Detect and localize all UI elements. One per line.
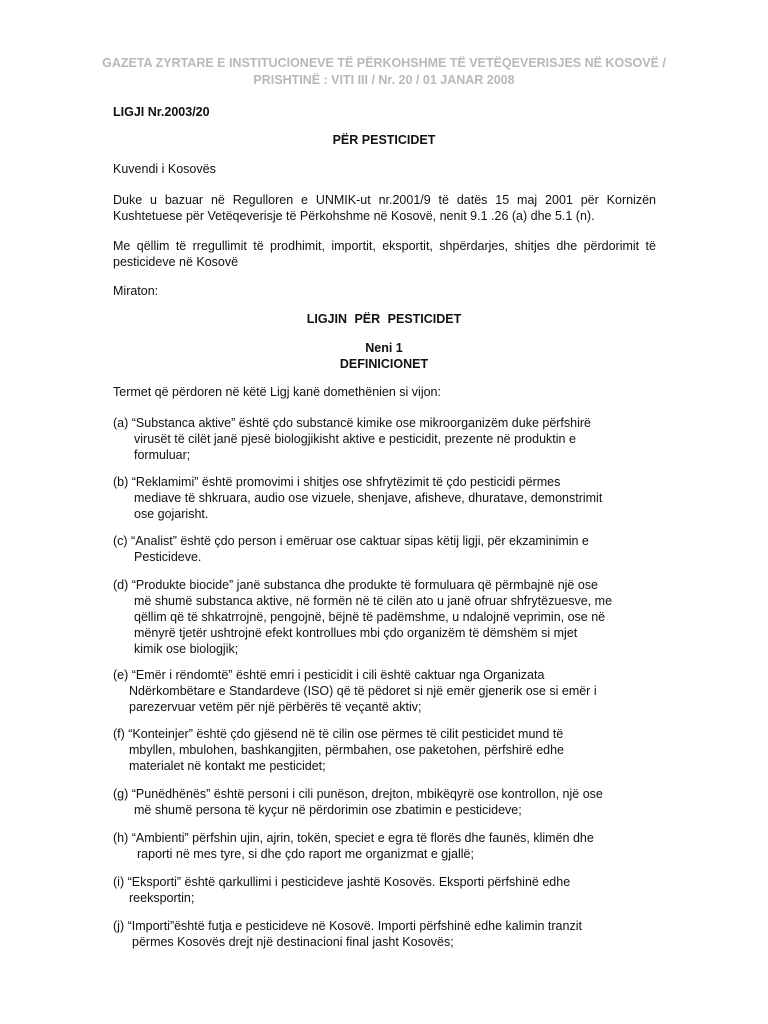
gazette-header-line-2: PRISHTINË : VITI III / Nr. 20 / 01 JANAR 2008 [253, 73, 515, 87]
preamble-1-line-1: Duke u bazuar në Regulloren e UNMIK-ut nr.2001/9 të datës 15 maj 2001 për Kornizën [113, 193, 656, 207]
gazette-header [0, 55, 768, 89]
definition-item: (b) “Reklamimi” është promovimi i shitjes ose shfrytëzimit të çdo pesticidi përmes mediave të shkruara, audio ose vizuele, shenjave, afisheve, dhuratave, demonstrimit ose gojarisht. [113, 475, 603, 521]
adopts-label: Miraton: [113, 284, 159, 298]
section-title: LIGJIN PËR PESTICIDET [306, 312, 462, 326]
gazette-header-line-1: GAZETA ZYRTARE E INSTITUCIONEVE TË PËRKOHSHME TË VETËQEVERISJES NË KOSOVË / [102, 56, 666, 70]
definition-item: (h) “Ambienti” përfshin ujin, ajrin, tokën, speciet e egra të florës dhe faunës, klimën dhe raporti në mes tyre, si dhe çdo raport me organizmat e gjallë; [113, 831, 594, 861]
law-title: PËR PESTICIDET [332, 133, 436, 147]
definition-item: (a) “Substanca aktive” është çdo substancë kimike ose mikroorganizëm duke përfshirë virusët të cilët janë pjesë biologjikisht aktive e pesticidit, prezente në produktin e formuluar; [113, 416, 591, 462]
article-title: DEFINICIONET [339, 357, 429, 371]
definition-item: (i) “Eksporti” është qarkullimi i pesticideve jashtë Kosovës. Eksporti përfshinë edhe reeksportin; [113, 875, 571, 905]
definition-item: (d) “Produkte biocide” janë substanca dhe produkte të formuluara që përmbajnë një ose më shumë substanca aktive, në formën në të cilën ato u janë ofruar shfrytëzuesve, me qëllim që të shkatrrojnë, pengojnë, bëjnë të padëmshme, u ndalojnë veprimin, ose në mënyrë tjetër ushtrojnë efekt kontrollues mbi çdo organizëm të dëmshëm si mjet kimik ose biologjik; [113, 578, 613, 656]
definition-item: (e) “Emër i rëndomtë” është emri i pesticidit i cili është caktuar nga Organizata Ndërkombëtare e Standardeve (ISO) që të pëdoret si një emër gjenerik ose si emër i parezervuar vetëm për një përbërës të veçantë aktiv; [113, 668, 597, 714]
assembly-name: Kuvendi i Kosovës [113, 162, 216, 176]
definition-item: (g) “Punëdhënës” është personi i cili punëson, drejton, mbikëqyrë ose kontrollon, një ose më shumë persona të kyçur në përdorimin ose zbatimin e pesticideve; [113, 787, 603, 817]
preamble-1-line-2: Kushtetuese për Vetëqeverisje të Përkohshme në Kosovë, nenit 9.1 .26 (a) dhe 5.1 (n). [113, 209, 595, 223]
preamble-2-line-1: Me qëllim të rregullimit të prodhimit, importit, eksportit, shpërdarjes, shitjes dhe përdorimit të [113, 239, 656, 253]
definition-item: (c) “Analist” është çdo person i emëruar ose caktuar sipas këtij ligji, për ekzaminimin e Pesticideve. [113, 534, 589, 564]
definitions-intro: Termet që përdoren në këtë Ligj kanë domethënien si vijon: [113, 385, 441, 399]
definition-item: (j) “Importi”është futja e pesticideve në Kosovë. Importi përfshinë edhe kalimin tranzit përmes Kosovës drejt një destinacioni final jasht Kosovës; [113, 919, 582, 949]
article-number: Neni 1 [365, 341, 403, 355]
law-number: LIGJI Nr.2003/20 [113, 105, 210, 119]
definition-item: (f) “Konteinjer” është çdo gjësend në të cilin ose përmes të cilit pesticidet mund të mbyllen, mbulohen, bashkangjiten, përmbahen, ose paketohen, përfshirë edhe materialet në kontakt me pesticidet; [113, 727, 565, 773]
preamble-2-line-2: pesticideve në Kosovë [113, 255, 239, 269]
